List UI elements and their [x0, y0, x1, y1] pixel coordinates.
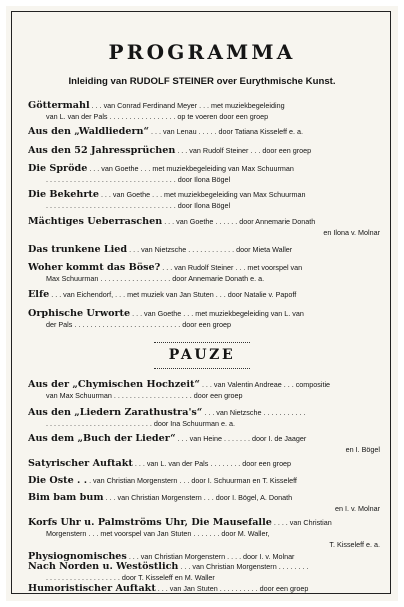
program-entry: Aus den „Liedern Zarathustra's“ . . . van Nietzsche . . . . . . . . . . . . . . . . . . . . . . . . . . . . . . . . . . . . . . door Ina Schuurman e. a.	[28, 407, 306, 428]
program-entry: Nach Norden u. Westöstlich . . . van Christian Morgenstern . . . . . . . . . . . . . . . . . . . . . . . . . . . door T. Kisseleff en M. Waller	[28, 561, 309, 582]
divider-rule	[154, 342, 250, 343]
program-title: PROGRAMMA	[108, 40, 296, 64]
program-entry: Physiognomisches . . . van Christian Morgenstern . . . . door I. v. Molnar	[28, 551, 295, 562]
pause-heading: PAUZE	[168, 347, 236, 363]
program-entry: Die Bekehrte . . . van Goethe . . . met muziekbegeleiding van Max Schuurman . . . . . . . . . . . . . . . . . . . . . . . . . . . . . . . . . door Ilona Bögel	[28, 189, 306, 210]
program-entry: Humoristischer Auftakt . . . van Jan Stuten . . . . . . . . . . door een groep	[28, 583, 309, 594]
program-page	[6, 6, 398, 601]
program-entry: Die Spröde . . . van Goethe . . . met muziekbegeleiding van Max Schuurman . . . . . . . . . . . . . . . . . . . . . . . . . . . . . . . . . door Ilona Bögel	[28, 163, 294, 184]
divider-rule	[154, 368, 250, 369]
program-entry: Mächtiges Ueberraschen . . . van Goethe . . . . . . door Annemarie Donath en Ilona v. Molnar	[28, 216, 380, 237]
program-entry: Aus den „Waldliedern“ . . . van Lenau . . . . . door Tatiana Kisseleff e. a.	[28, 126, 303, 137]
program-entry: Aus dem „Buch der Lieder“ . . . van Heine . . . . . . . door I. de Jaager en I. Bögel	[28, 433, 380, 454]
program-entry: Woher kommt das Böse? . . . van Rudolf Steiner . . . met voorspel van Max Schuurman . . . . . . . . . . . . . . . . . . door Annemarie Donath e. a.	[28, 262, 303, 283]
program-entry: Orphische Urworte . . . van Goethe . . . met muziekbegeleiding van L. van der Pals . . . . . . . . . . . . . . . . . . . . . . . . . . . door een groep	[28, 308, 304, 329]
program-entry: Korfs Uhr u. Palmströms Uhr, Die Mausefalle . . . . van Christian Morgenstern . . . met voorspel van Jan Stuten . . . . . . . door M. Waller, T. Kisseleff e. a.	[28, 517, 380, 549]
program-entry: Das trunkene Lied . . . van Nietzsche . . . . . . . . . . . . door Mieta Waller	[28, 244, 293, 255]
program-entry: Satyrischer Auftakt . . . van L. van der Pals . . . . . . . . door een groep	[28, 458, 292, 469]
program-entry: Bim bam bum . . . van Christian Morgenstern . . . door I. Bögel, A. Donath en I. v. Molnar	[28, 492, 380, 513]
program-subtitle: Inleiding van RUDOLF STEINER over Eurythmische Kunst.	[68, 76, 336, 87]
program-entry: Aus der „Chymischen Hochzeit“ . . . van Valentin Andreae . . . compositie van Max Schuurman . . . . . . . . . . . . . . . . . . . . door een groep	[28, 379, 331, 400]
program-entry: Aus den 52 Jahressprüchen . . . van Rudolf Steiner . . . door een groep	[28, 145, 312, 156]
program-entry: Die Oste . . . van Christian Morgenstern . . . door I. Schuurman en T. Kisseleff	[28, 475, 297, 486]
program-entry: Elfe . . . van Eichendorf, . . . met muziek van Jan Stuten . . . door Natalie v. Papoff	[28, 289, 297, 300]
program-entry: Göttermahl . . . van Conrad Ferdinand Meyer . . . met muziekbegeleiding van L. van der Pals . . . . . . . . . . . . . . . . . op te voeren door een groep	[28, 100, 285, 121]
